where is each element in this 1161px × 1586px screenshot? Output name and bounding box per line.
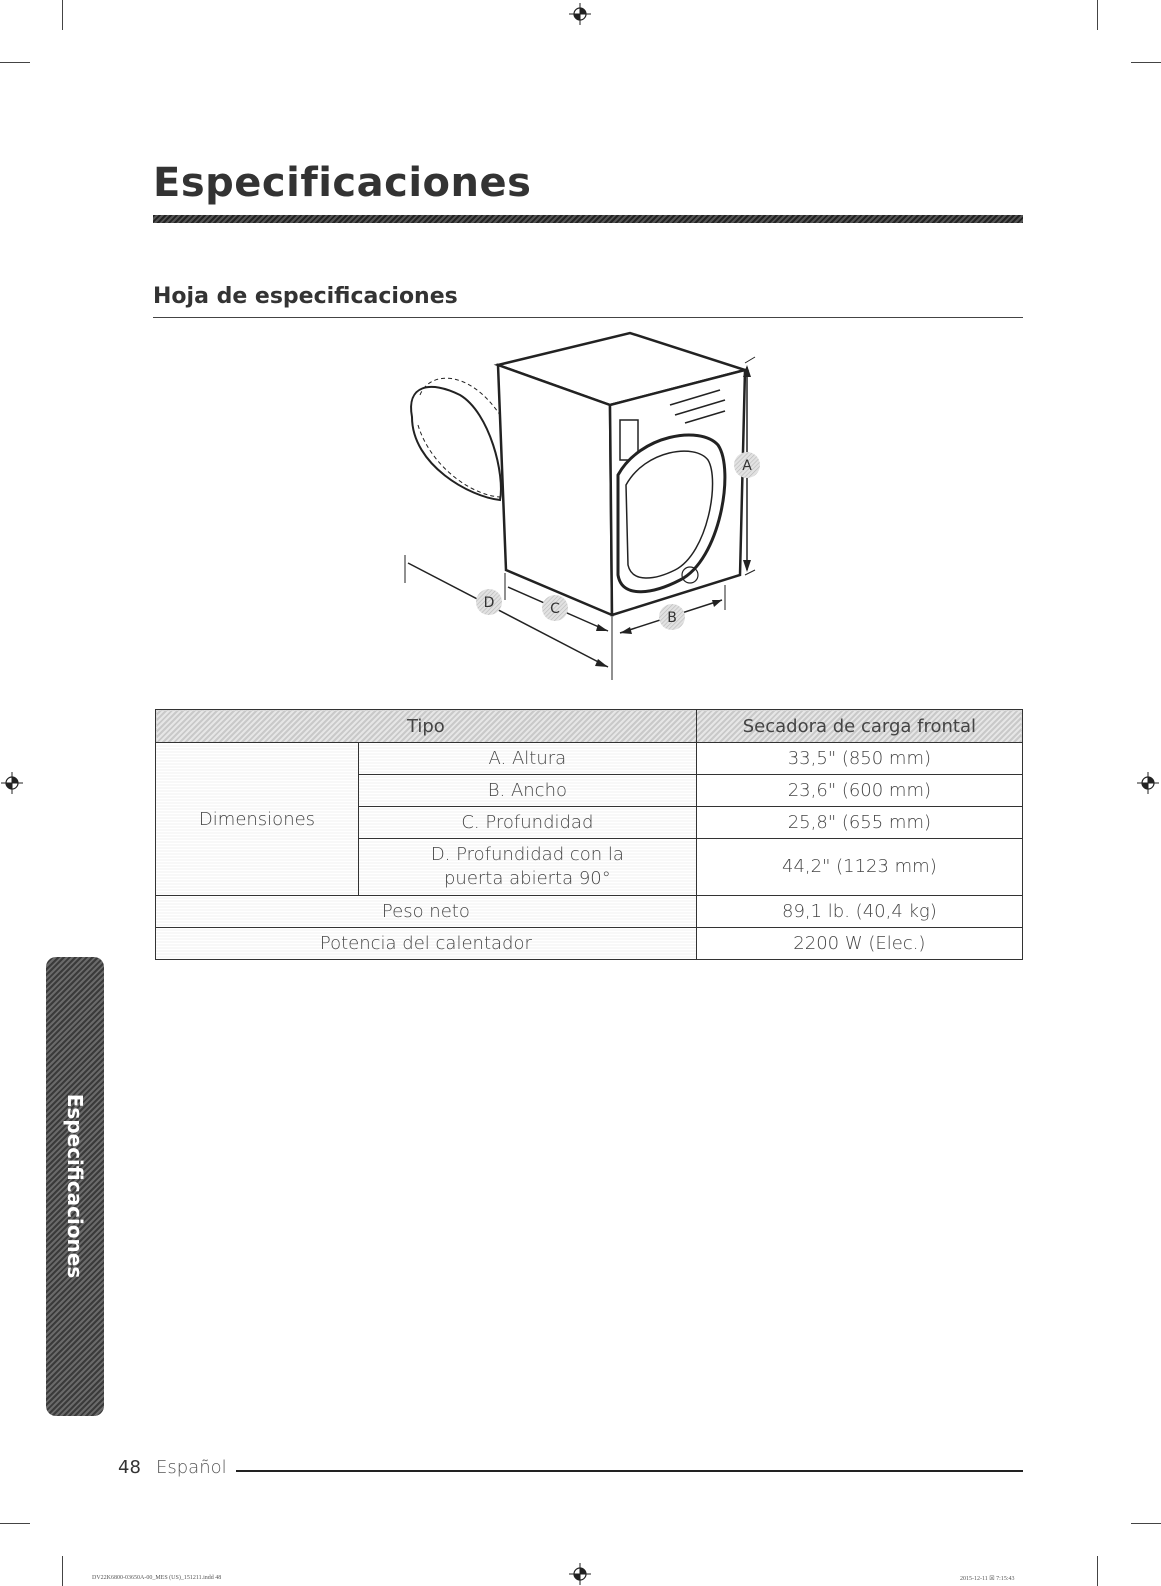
crop-mark: [62, 0, 63, 30]
page-number: 48: [118, 1457, 141, 1478]
crop-mark: [1097, 0, 1098, 30]
dryer-dimensions-diagram: [400, 325, 770, 685]
row-value: 2200 W (Elec.): [696, 928, 1022, 960]
crop-mark: [1131, 1523, 1161, 1524]
header-type: Tipo: [156, 710, 697, 743]
side-tab-label: Especificaciones: [63, 1093, 87, 1279]
print-slug-file: DV22K6800-03650A-00_MES (US)_151211.indd 48: [92, 1575, 222, 1581]
row-label: B. Ancho: [359, 775, 697, 807]
registration-mark-icon: [1137, 772, 1159, 794]
crop-mark: [0, 1523, 30, 1524]
row-label-line: D. Profundidad con la: [430, 844, 624, 865]
registration-mark-icon: [569, 3, 591, 25]
registration-mark-icon: [569, 1563, 591, 1585]
row-label: Peso neto: [156, 896, 697, 928]
row-value: 44,2" (1123 mm): [696, 839, 1022, 896]
row-value: 33,5" (850 mm): [696, 743, 1022, 775]
row-value: 25,8" (655 mm): [696, 807, 1022, 839]
specifications-table: [155, 709, 1023, 960]
table-row: [156, 743, 1023, 775]
row-label: C. Profundidad: [359, 807, 697, 839]
row-label: [359, 839, 697, 896]
table-header-row: [156, 710, 1023, 743]
registration-mark-icon: [1, 772, 23, 794]
diagram-label-c: C: [550, 601, 560, 617]
row-label: Potencia del calentador: [156, 928, 697, 960]
row-value: 23,6" (600 mm): [696, 775, 1022, 807]
print-slug-date: 2015-12-11 ☒ 7:15:43: [960, 1576, 1015, 1582]
diagram-label-a: A: [742, 458, 752, 474]
table-row: [156, 928, 1023, 960]
page-title: Especificaciones: [153, 160, 532, 206]
header-model: Secadora de carga frontal: [696, 710, 1022, 743]
table-row: [156, 896, 1023, 928]
chapter-side-tab: [46, 957, 104, 1416]
diagram-label-b: B: [667, 610, 677, 626]
crop-mark: [0, 62, 30, 63]
title-rule: [153, 215, 1023, 223]
row-label: A. Altura: [359, 743, 697, 775]
crop-mark: [1131, 62, 1161, 63]
row-label-line: puerta abierta 90°: [444, 868, 611, 889]
dimensions-group-label: Dimensiones: [156, 743, 359, 896]
section-title: Hoja de especificaciones: [153, 284, 458, 309]
crop-mark: [1097, 1556, 1098, 1586]
footer-rule: [236, 1470, 1023, 1472]
footer-language: Español: [156, 1457, 227, 1478]
crop-mark: [62, 1556, 63, 1586]
row-value: 89,1 lb. (40,4 kg): [696, 896, 1022, 928]
diagram-label-d: D: [483, 595, 495, 611]
section-rule: [153, 317, 1023, 318]
